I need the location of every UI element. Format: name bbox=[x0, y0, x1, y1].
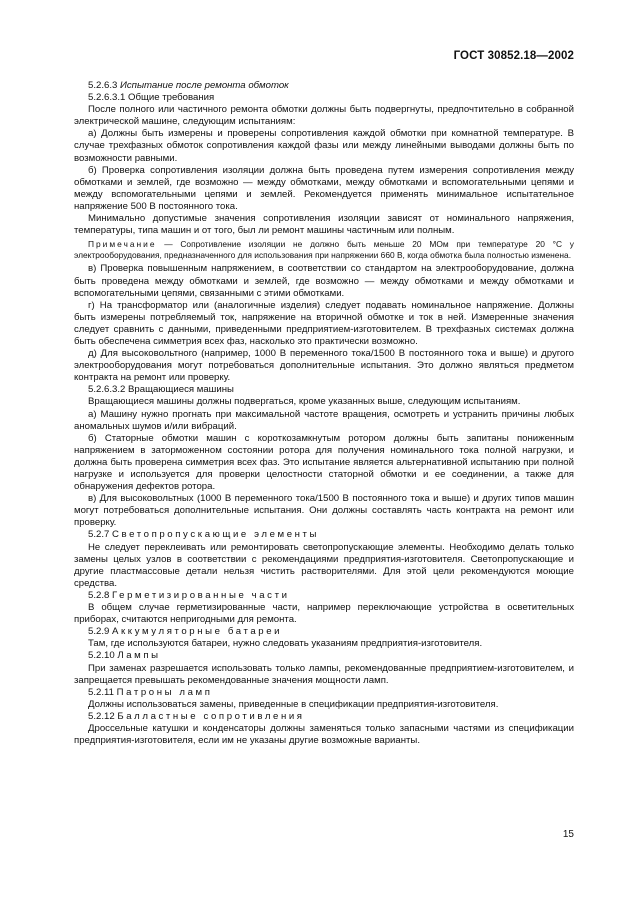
section-5-2-8-heading: 5.2.8 Герметизированные части bbox=[88, 589, 290, 601]
paragraph: б) Статорные обмотки машин с короткозамкнутым ротором должны быть запитаны пониженным напряжением в заторможенном состоянии ротора для получения номинального тока полной нагрузки, и должна быть проверена симметрия всех фаз. Это испытание является альтернативной испытанию при полной нагрузке и используется для проверки целостности статорной обмотки и ее соединении, а также для обнаружения дефектов ротора. bbox=[74, 432, 574, 493]
paragraph: в) Для высоковольтных (1000 В переменного тока/1500 В постоянного тока и выше) и других типов машин могут потребоваться дополнительные испытания. Они должны составлять часть контракта на ремонт или проверку. bbox=[74, 493, 574, 529]
paragraph: б) Проверка сопротивления изоляции должна быть проведена путем измерения сопротивления между обмотками и землей, где возможно — между обмотками, между обмотками и вспомогательными цепями и между вспомогательными цепями и землей. Рекомендуется применять минимальное испытательное напряжение 500 В постоянного тока. bbox=[74, 164, 574, 212]
paragraph: а) Машину нужно прогнать при максимальной частоте вращения, осмотреть и устранить причины любых аномальных шумов и/или вибраций. bbox=[74, 408, 574, 432]
paragraph: в) Проверка повышенным напряжением, в соответствии со стандартом на электрооборудование, должна быть проведена между обмотками и землей, где возможно — между обмотками и между обмотками и вспомогательными цепями, связанными с этими обмотками. bbox=[74, 263, 574, 299]
document-header: ГОСТ 30852.18—2002 bbox=[453, 50, 574, 62]
paragraph: Дроссельные катушки и конденсаторы должны заменяться только запасными частями из спецификации предприятия-изготовителя, если им не указаны другие возможные варианты. bbox=[74, 722, 574, 747]
section-5-2-11-heading: 5.2.11 Патроны ламп bbox=[88, 686, 213, 698]
paragraph: г) На трансформатор или (аналогичные изделия) следует подавать номинальное напряжение. Должны быть измерены потребляемый ток, напряжение на вторичной обмотке и ток в ней. Измеренные значения следует сравнить с данными, приведенными предприятием-изготовителем. В трехфазных системах должна быть обеспечена симметрия всех фаз, насколько это практически возможно. bbox=[74, 299, 574, 347]
paragraph: Не следует переклеивать или ремонтировать светопропускающие элементы. Необходимо делать только замены целых узлов в соответствии с рекомендациями предприятия-изготовителя. Светопропускающие и другие пластмассовые детали нельзя чистить растворителями. Для этой цели рекомендуются моющие средства. bbox=[74, 541, 574, 589]
paragraph: Должны использоваться замены, приведенные в спецификации предприятия-изготовителя. bbox=[88, 698, 499, 710]
paragraph: Минимально допустимые значения сопротивления изоляции зависят от номинального напряжения, температуры, типа машин и от того, был ли ремонт машины частичным или полным. bbox=[74, 213, 574, 237]
paragraph: В общем случае герметизированные части, например переключающие устройства в осветительных приборах, считаются непригодными для ремонта. bbox=[74, 602, 574, 626]
document-page bbox=[74, 0, 574, 913]
document-body bbox=[74, 80, 574, 747]
section-5-2-6-3-heading: 5.2.6.3 Испытание после ремонта обмоток bbox=[88, 80, 289, 91]
section-5-2-6-3-1-heading: 5.2.6.3.1 Общие требования bbox=[88, 92, 215, 104]
section-5-2-6-3-2-heading: 5.2.6.3.2 Вращающиеся машины bbox=[88, 384, 234, 396]
paragraph: После полного или частичного ремонта обмотки должны быть подвергнуты, предпочтительно в собранной электрической машине, следующим испытаниям: bbox=[74, 104, 574, 128]
paragraph: Там, где используются батареи, нужно следовать указаниям предприятия-изготовителя. bbox=[88, 638, 483, 650]
paragraph: Вращающиеся машины должны подвергаться, кроме указанных выше, следующим испытаниям. bbox=[88, 396, 521, 408]
section-5-2-10-heading: 5.2.10 Лампы bbox=[88, 650, 161, 662]
page-number: 15 bbox=[562, 829, 574, 840]
paragraph: д) Для высоковольтного (например, 1000 В переменного тока/1500 В постоянного тока и выше) и другого электрооборудования могут потребоваться дополнительные испытания. Это должно являться предметом контракта на ремонт или проверку. bbox=[74, 348, 574, 384]
note-label: Примечание bbox=[88, 239, 157, 250]
section-5-2-7-heading: 5.2.7 Светопропускающие элементы bbox=[88, 529, 320, 541]
paragraph: При заменах разрешается использовать только лампы, рекомендованные предприятием-изготовителем, и запрещается превышать рекомендованные значения мощности ламп. bbox=[74, 662, 574, 686]
paragraph: а) Должны быть измерены и проверены сопротивления каждой обмотки при комнатной температуре. В случае трехфазных обмоток сопротивления каждой фазы или между линейными выводами должны быть по возможности равными. bbox=[74, 128, 574, 164]
note: Примечание — Сопротивление изоляции не должно быть меньше 20 МОм при температуре 20 °С у электрооборудования, предназначенного для использования при напряжении 660 В, когда обмотка была полностью изменена. bbox=[74, 239, 574, 261]
section-5-2-12-heading: 5.2.12 Балластные сопротивления bbox=[88, 710, 305, 722]
section-5-2-9-heading: 5.2.9 Аккумуляторные батареи bbox=[88, 626, 283, 638]
